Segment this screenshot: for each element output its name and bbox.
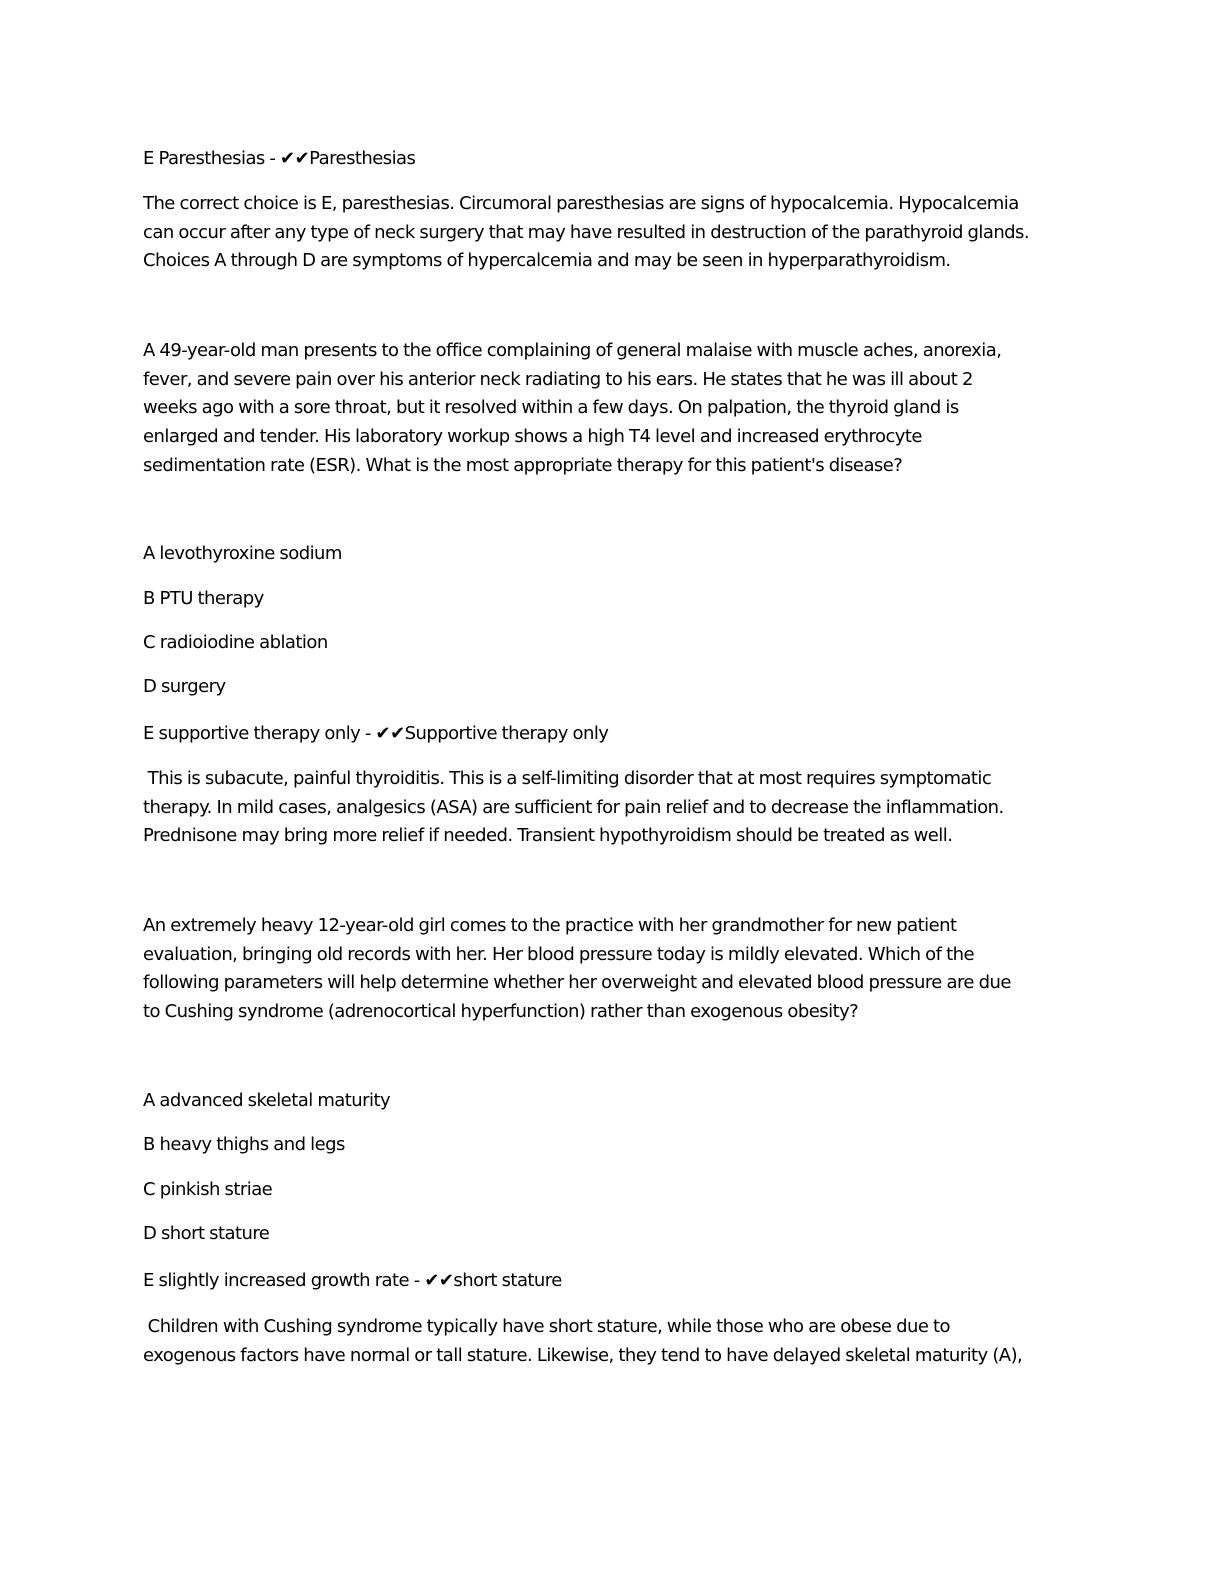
q2-stem-line: enlarged and tender. His laboratory workup shows a high T4 level and increased erythrocyte [143,426,922,448]
q2-explanation-line: This is subacute, painful thyroiditis. This is a self-limiting disorder that at most requires symptomatic [143,768,992,789]
q3-explanation-line: exogenous factors have normal or tall stature. Likewise, they tend to have delayed skeletal maturity (A), [143,1344,1023,1366]
q2-stem-line: A 49-year-old man presents to the office complaining of general malaise with muscle aches, anorexia, [143,340,1002,361]
q3-choice-d: D short stature [143,1223,270,1244]
q3-explanation [143,1313,1083,1370]
q3-explanation-line: Children with Cushing syndrome typically have short stature, while those who are obese due to [143,1316,950,1337]
q3-stem [143,912,1083,1027]
q3-stem-line: evaluation, bringing old records with her. Her blood pressure today is mildly elevated. Which of the [143,943,974,965]
q3-choice-b: B heavy thighs and legs [143,1134,345,1155]
q3-stem-line: to Cushing syndrome (adrenocortical hyperfunction) rather than exogenous obesity? [143,1001,859,1023]
q2-explanation [143,765,1083,851]
q2-explanation-line: therapy. In mild cases, analgesics (ASA) are sufficient for pain relief and to decrease the inflammation. [143,796,1004,818]
q2-choice-d: D surgery [143,676,226,697]
q2-stem-line: fever, and severe pain over his anterior neck radiating to his ears. He states that he was ill about 2 [143,368,973,390]
q2-stem-line: weeks ago with a sore throat, but it resolved within a few days. On palpation, the thyroid gland is [143,397,959,419]
q2-explanation-line: Prednisone may bring more relief if needed. Transient hypothyroidism should be treated as well. [143,825,953,847]
q2-choice-c: C radioiodine ablation [143,632,328,653]
q2-stem-line: sedimentation rate (ESR). What is the most appropriate therapy for this patient's disease? [143,454,903,476]
q3-choice-c: C pinkish striae [143,1179,273,1200]
q1-explanation-line: can occur after any type of neck surgery that may have resulted in destruction of the parathyroid glands. [143,221,1030,243]
q3-choice-e: E slightly increased growth rate - ✔✔short stature [143,1270,562,1291]
q2-choice-a: A levothyroxine sodium [143,543,342,564]
q2-choice-b: B PTU therapy [143,588,264,609]
q3-stem-line: An extremely heavy 12-year-old girl comes to the practice with her grandmother for new patient [143,915,957,936]
q1-explanation-line: The correct choice is E, paresthesias. Circumoral paresthesias are signs of hypocalcemia. Hypocalcemia [143,193,1019,214]
q1-answer-e: E Paresthesias - ✔✔Paresthesias [143,148,416,169]
q3-choice-a: A advanced skeletal maturity [143,1090,391,1111]
q2-choice-e: E supportive therapy only - ✔✔Supportive therapy only [143,723,609,744]
q3-stem-line: following parameters will help determine whether her overweight and elevated blood pressure are due [143,972,1011,994]
q1-explanation-line: Choices A through D are symptoms of hypercalcemia and may be seen in hyperparathyroidism. [143,250,951,272]
q1-explanation [143,190,1083,276]
q2-stem [143,337,1083,481]
